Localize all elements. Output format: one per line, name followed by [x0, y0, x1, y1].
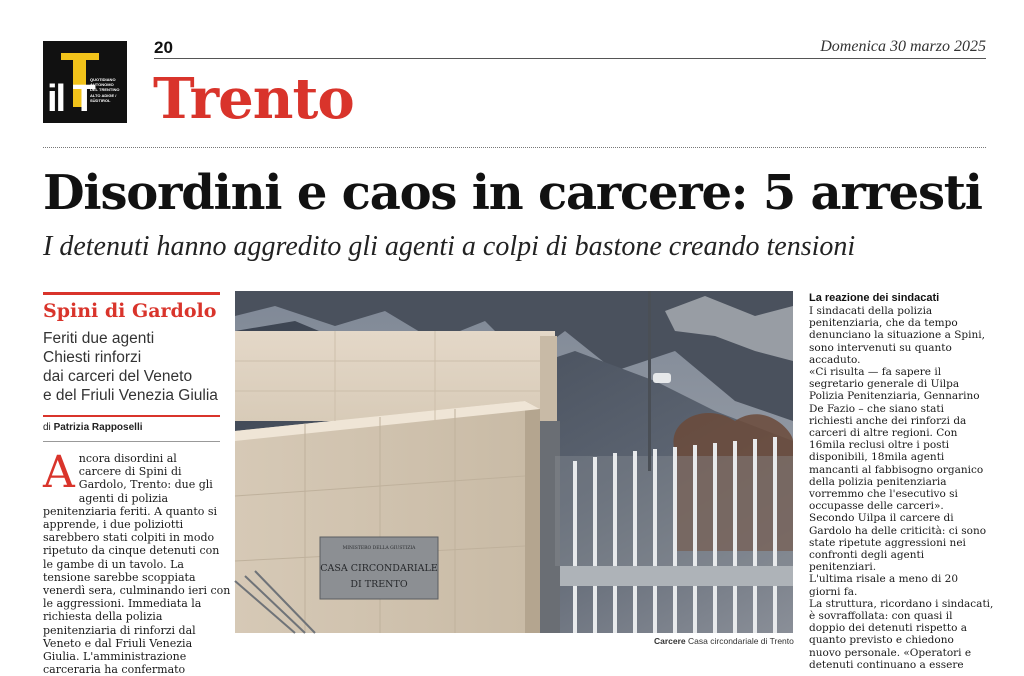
- fence-rail: [560, 566, 793, 586]
- body-line: è sovraffollata: con quasi il: [809, 610, 953, 623]
- byline-prefix: di: [43, 422, 51, 433]
- summary-line: Chiesti rinforzi: [43, 349, 142, 366]
- drop-cap: A: [43, 447, 75, 498]
- caption-text: Casa circondariale di Trento: [688, 636, 794, 646]
- body-line: mancanti al fabbisogno organico: [809, 463, 984, 476]
- body-line: Veneto e dal Friuli Venezia: [43, 636, 193, 650]
- body-line: nuovo personale. «Operatori e: [809, 646, 972, 659]
- body-line: quanto previsto e chiedono: [809, 634, 954, 647]
- summary-line: Feriti due agenti: [43, 330, 155, 347]
- body-line: Gardolo ha delle criticità: ci sono: [809, 524, 987, 537]
- summary-line: e del Friuli Venezia Giulia: [43, 387, 218, 404]
- article-body-right: [809, 305, 994, 671]
- article-kicker: Spini di Gardolo: [43, 300, 217, 322]
- lamp-post: [648, 291, 651, 471]
- kicker-rule: [43, 292, 220, 295]
- page-number: 20: [154, 38, 173, 57]
- body-line: sarebbero stati colpiti in modo: [43, 531, 215, 545]
- body-line: L'ultima risale a meno di 20: [809, 573, 959, 586]
- body-line: richiesti anche dei rinforzi da: [809, 414, 967, 427]
- article-body-left: [43, 447, 231, 676]
- body-line: Gardolo, Trento: due gli: [78, 478, 213, 492]
- body-line: I sindacati della polizia: [809, 305, 933, 317]
- body-line: confronti degli agenti: [809, 549, 925, 562]
- body-line: denunciano la situazione a Spini,: [809, 329, 985, 342]
- body-line: richiesta della polizia: [43, 610, 163, 624]
- body-line: state ripetute aggressioni nei: [809, 536, 966, 549]
- body-line: La struttura, ricordano i sindacati,: [809, 597, 994, 610]
- newspaper-logo: [43, 41, 127, 123]
- article-photo: [235, 291, 793, 633]
- left-column: [43, 292, 231, 676]
- body-line: venerdì sera, culminando ieri con: [43, 584, 231, 598]
- body-line: ripetuto da cinque detenuti con: [43, 544, 220, 558]
- body-line: della polizia penitenziaria: [809, 475, 947, 488]
- body-line: penitenziari.: [809, 561, 877, 574]
- byline-author: Patrizia Rapposelli: [53, 422, 143, 433]
- header-rule: [154, 58, 986, 59]
- body-line: De Fazio – che siano stati: [809, 402, 945, 415]
- body-line: doppio dei detenuti rispetto a: [809, 622, 968, 635]
- body-line: le aggressioni. Immediata la: [43, 597, 202, 611]
- body-line: giorni fa.: [809, 585, 858, 598]
- logo-tagline: QUOTIDIANO AUTONOMO DEL TRENTINO ALTO ADIGE / SÜDTIROL: [90, 77, 120, 103]
- article-subheadline: I detenuti hanno aggredito gli agenti a colpi di bastone creando tensioni: [43, 231, 856, 262]
- body-line: segretario generale di Uilpa: [809, 378, 960, 391]
- sign-line3: DI TRENTO: [350, 579, 408, 590]
- body-line: vorremmo che l'esecutivo si: [809, 488, 958, 501]
- body-line: carceri di altre regioni. Con: [809, 427, 958, 440]
- right-column: [809, 292, 994, 671]
- body-line: carcere di Spini di: [78, 465, 182, 479]
- byline-bottom-rule: [43, 441, 220, 442]
- security-camera: [653, 373, 671, 383]
- building-side: [525, 401, 540, 633]
- caption-label: Carcere: [654, 636, 686, 646]
- body-line: apprende, i due poliziotti: [43, 518, 184, 532]
- body-line: detenuti continuano a essere: [809, 658, 964, 671]
- body-line: 16mila reclusi oltre i posti: [809, 439, 950, 452]
- body-line: carceraria ha confermato: [43, 663, 186, 676]
- building-upper-side: [540, 336, 557, 421]
- body-line: disponibili, 18mila agenti: [809, 451, 945, 464]
- body-line: ncora disordini al: [78, 452, 177, 465]
- logo-letters: il T: [47, 78, 94, 120]
- body-line: Giulia. L'amministrazione: [43, 650, 187, 664]
- body-line: tensione sarebbe scoppiata: [43, 570, 196, 584]
- body-line: agenti di polizia: [78, 491, 169, 505]
- logo-t-bar: [61, 53, 99, 60]
- photo-caption: [654, 636, 794, 646]
- issue-date: Domenica 30 marzo 2025: [820, 38, 986, 55]
- body-line: penitenziaria feriti. A quanto si: [43, 504, 218, 518]
- byline-rule: [43, 415, 220, 417]
- body-line: sono intervenuti su quanto: [809, 341, 952, 354]
- body-line: penitenziaria, che da tempo: [809, 317, 958, 330]
- body-line: occupasse delle carceri».: [809, 500, 944, 513]
- article-headline: Disordini e caos in carcere: 5 arresti: [43, 165, 982, 221]
- article-summary: [43, 329, 220, 405]
- body-line: «Ci risulta — fa sapere il: [809, 366, 942, 379]
- right-subheading: La reazione dei sindacati: [809, 292, 940, 304]
- dotted-divider: [43, 147, 986, 148]
- body-line: Polizia Penitenziaria, Gennarino: [809, 390, 980, 403]
- body-line: accaduto.: [809, 353, 861, 366]
- body-line: penitenziaria di rinforzi dal: [43, 623, 196, 637]
- prison-photo-illustration: [235, 291, 793, 633]
- body-line: Secondo Uilpa il carcere di: [809, 512, 954, 525]
- sign-line1: MINISTERO DELLA GIUSTIZIA: [342, 546, 416, 551]
- summary-line: dai carceri del Veneto: [43, 368, 193, 385]
- body-line: le gambe di un tavolo. La: [43, 557, 184, 571]
- sign-line2: CASA CIRCONDARIALE: [320, 563, 438, 574]
- byline: [43, 422, 220, 433]
- section-title: Trento: [153, 66, 354, 132]
